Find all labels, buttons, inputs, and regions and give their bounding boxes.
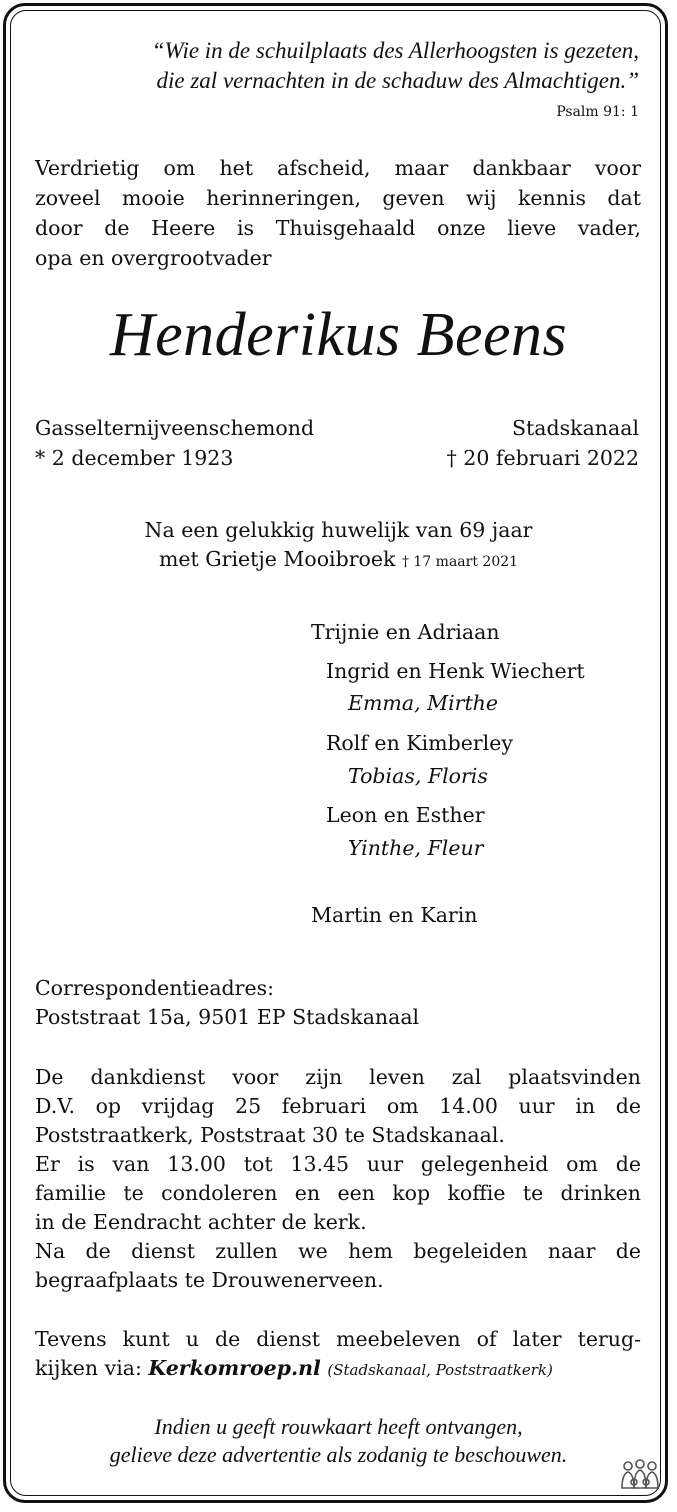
service-line-4: Er is van 13.00 tot 13.45 uur gelegenheid om de (35, 1152, 641, 1176)
service-line-1: De dankdienst voor zijn leven zal plaatsvinden (35, 1065, 641, 1089)
spouse-name: met Grietje Mooibroek (158, 547, 396, 571)
spouse-death-date: † 17 maart 2021 (401, 554, 519, 570)
closing-line-2: gelieve deze advertentie als zodanig te beschouwen. (109, 1442, 568, 1467)
great-grandchildren-2: Tobias, Floris (348, 764, 488, 788)
marriage-line-2 (0, 547, 677, 571)
grandchild-couple-2: Rolf en Kimberley (326, 731, 513, 755)
stream-line-1: Tevens kunt u de dienst meebeleven of later terug- (35, 1327, 641, 1351)
child-2: Martin en Karin (311, 903, 478, 927)
service-line-3: Poststraatkerk, Poststraat 30 te Stadskanaal. (35, 1123, 505, 1147)
child-1: Trijnie en Adriaan (311, 620, 500, 644)
service-line-7: Na de dienst zullen we hem begeleiden naar de (35, 1239, 641, 1263)
intro-line-2: zoveel mooie herinneringen, geven wij kennis dat (35, 186, 641, 210)
birth-place: Gasselternijveenschemond (35, 416, 315, 440)
family-logo-icon (618, 1458, 662, 1503)
great-grandchildren-1: Emma, Mirthe (348, 691, 499, 715)
grandchild-couple-1: Ingrid en Henk Wiechert (326, 659, 585, 683)
closing-line-1: Indien u geeft rouwkaart heeft ontvangen, (154, 1414, 523, 1439)
death-date: † 20 februari 2022 (446, 446, 639, 470)
kerkomroep-link[interactable]: Kerkomroep.nl (148, 1356, 321, 1380)
birth-date: * 2 december 1923 (35, 446, 234, 470)
service-line-5: familie te condoleren en een kop koffie te drinken (35, 1181, 641, 1205)
address-value: Poststraat 15a, 9501 EP Stadskanaal (35, 1005, 420, 1029)
service-line-8: begraafplaats te Drouwenerveen. (35, 1268, 384, 1292)
stream-prefix: kijken via: (35, 1356, 149, 1380)
quote-source: Psalm 91: 1 (556, 104, 639, 120)
deceased-name: Henderikus Beens (109, 301, 568, 369)
intro-line-4: opa en overgrootvader (35, 246, 272, 270)
intro-line-1: Verdrietig om het afscheid, maar dankbaar voor (35, 156, 641, 180)
stream-location-note: (Stadskanaal, Poststraatkerk) (327, 1361, 553, 1379)
grandchild-couple-3: Leon en Esther (326, 803, 485, 827)
great-grandchildren-3: Yinthe, Fleur (348, 836, 484, 860)
stream-line-2 (35, 1356, 553, 1380)
death-place: Stadskanaal (512, 416, 639, 440)
quote-line-1: “Wie in de schuilplaats des Allerhoogsten is gezeten, (151, 38, 639, 63)
service-line-2: D.V. op vrijdag 25 februari om 14.00 uur in de (35, 1094, 641, 1118)
address-label: Correspondentieadres: (35, 976, 275, 1000)
quote-line-2: die zal vernachten in de schaduw des Almachtigen.” (156, 68, 639, 93)
intro-line-3: door de Heere is Thuisgehaald onze lieve vader, (35, 216, 641, 240)
marriage-line-1: Na een gelukkig huwelijk van 69 jaar (144, 518, 533, 542)
service-line-6: in de Eendracht achter de kerk. (35, 1210, 367, 1234)
